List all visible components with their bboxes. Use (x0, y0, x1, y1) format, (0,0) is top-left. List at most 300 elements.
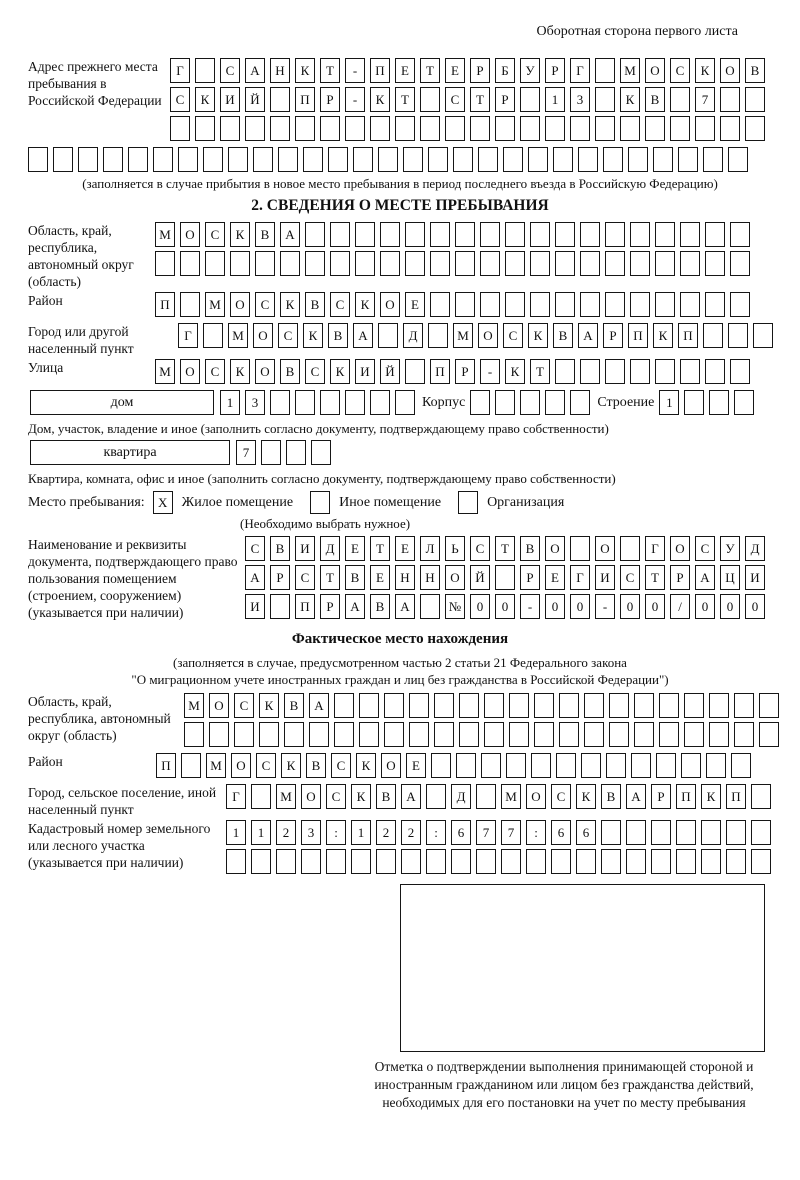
char-box[interactable]: Н (395, 565, 415, 590)
char-box[interactable] (728, 323, 748, 348)
char-box[interactable]: К (259, 693, 279, 718)
char-box[interactable]: К (370, 87, 390, 112)
char-box[interactable]: В (645, 87, 665, 112)
char-box[interactable]: С (295, 565, 315, 590)
char-box[interactable] (503, 147, 523, 172)
char-box[interactable] (353, 147, 373, 172)
char-box[interactable]: Ц (720, 565, 740, 590)
char-box[interactable] (480, 292, 500, 317)
char-box[interactable] (455, 251, 475, 276)
char-box[interactable]: Т (395, 87, 415, 112)
char-box[interactable]: О (670, 536, 690, 561)
char-box[interactable] (726, 849, 746, 874)
char-box[interactable] (303, 147, 323, 172)
char-box[interactable]: 0 (745, 594, 765, 619)
char-box[interactable] (334, 722, 354, 747)
char-box[interactable] (434, 693, 454, 718)
char-box[interactable] (605, 292, 625, 317)
char-box[interactable] (305, 251, 325, 276)
char-box[interactable] (705, 251, 725, 276)
char-box[interactable] (656, 753, 676, 778)
char-box[interactable] (251, 849, 271, 874)
char-box[interactable] (580, 292, 600, 317)
char-box[interactable]: Р (520, 565, 540, 590)
char-box[interactable]: 0 (545, 594, 565, 619)
char-box[interactable] (226, 849, 246, 874)
char-box[interactable]: Е (370, 565, 390, 590)
char-box[interactable]: В (345, 565, 365, 590)
char-box[interactable]: С (470, 536, 490, 561)
char-box[interactable]: Т (420, 58, 440, 83)
char-box[interactable]: А (395, 594, 415, 619)
char-box[interactable] (376, 849, 396, 874)
char-box[interactable] (301, 849, 321, 874)
char-box[interactable] (245, 116, 265, 141)
char-box[interactable]: О (595, 536, 615, 561)
char-box[interactable] (745, 116, 765, 141)
char-box[interactable] (530, 251, 550, 276)
char-box[interactable] (630, 292, 650, 317)
char-box[interactable] (584, 693, 604, 718)
char-box[interactable] (505, 251, 525, 276)
char-box[interactable] (455, 222, 475, 247)
char-box[interactable] (653, 147, 673, 172)
char-box[interactable] (484, 693, 504, 718)
char-box[interactable]: А (401, 784, 421, 809)
char-box[interactable] (180, 251, 200, 276)
char-box[interactable] (584, 722, 604, 747)
char-box[interactable] (703, 323, 723, 348)
char-box[interactable] (180, 292, 200, 317)
char-box[interactable] (170, 116, 190, 141)
char-box[interactable]: Р (455, 359, 475, 384)
char-box[interactable] (655, 222, 675, 247)
char-box[interactable] (326, 849, 346, 874)
char-box[interactable] (370, 116, 390, 141)
char-box[interactable]: Р (603, 323, 623, 348)
organization-checkbox[interactable] (458, 491, 478, 514)
char-box[interactable]: Е (405, 292, 425, 317)
char-box[interactable] (203, 147, 223, 172)
char-box[interactable]: О (380, 292, 400, 317)
char-box[interactable]: К (280, 292, 300, 317)
char-box[interactable]: 0 (620, 594, 640, 619)
char-box[interactable]: 2 (276, 820, 296, 845)
char-box[interactable]: А (345, 594, 365, 619)
char-box[interactable]: : (526, 820, 546, 845)
char-box[interactable]: А (245, 58, 265, 83)
char-box[interactable] (459, 722, 479, 747)
char-box[interactable] (695, 116, 715, 141)
char-box[interactable]: К (356, 753, 376, 778)
char-box[interactable]: Г (178, 323, 198, 348)
char-box[interactable] (426, 784, 446, 809)
char-box[interactable] (230, 251, 250, 276)
char-box[interactable]: 3 (245, 390, 265, 415)
char-box[interactable] (359, 693, 379, 718)
char-box[interactable]: 1 (351, 820, 371, 845)
char-box[interactable]: Д (451, 784, 471, 809)
char-box[interactable] (278, 147, 298, 172)
char-box[interactable] (701, 849, 721, 874)
char-box[interactable]: - (595, 594, 615, 619)
char-box[interactable]: Л (420, 536, 440, 561)
char-box[interactable] (455, 292, 475, 317)
other-premises-checkbox[interactable] (310, 491, 330, 514)
char-box[interactable] (526, 849, 546, 874)
char-box[interactable]: 1 (220, 390, 240, 415)
char-box[interactable] (195, 58, 215, 83)
char-box[interactable] (676, 849, 696, 874)
char-box[interactable] (505, 292, 525, 317)
char-box[interactable]: С (220, 58, 240, 83)
char-box[interactable] (701, 820, 721, 845)
char-box[interactable] (345, 116, 365, 141)
char-box[interactable] (453, 147, 473, 172)
char-box[interactable]: 0 (570, 594, 590, 619)
char-box[interactable]: К (230, 222, 250, 247)
char-box[interactable] (630, 222, 650, 247)
char-box[interactable] (620, 536, 640, 561)
char-box[interactable]: : (426, 820, 446, 845)
char-box[interactable] (681, 753, 701, 778)
char-box[interactable]: К (351, 784, 371, 809)
char-box[interactable]: Р (320, 594, 340, 619)
char-box[interactable]: М (205, 292, 225, 317)
char-box[interactable] (430, 222, 450, 247)
char-box[interactable]: В (306, 753, 326, 778)
char-box[interactable]: М (453, 323, 473, 348)
char-box[interactable] (559, 693, 579, 718)
char-box[interactable]: 1 (251, 820, 271, 845)
char-box[interactable] (734, 390, 754, 415)
char-box[interactable] (684, 390, 704, 415)
char-box[interactable] (305, 222, 325, 247)
char-box[interactable]: К (303, 323, 323, 348)
residential-checkbox[interactable]: X (153, 491, 173, 514)
char-box[interactable] (730, 292, 750, 317)
char-box[interactable]: О (230, 292, 250, 317)
char-box[interactable] (480, 251, 500, 276)
char-box[interactable]: К (295, 58, 315, 83)
char-box[interactable] (476, 784, 496, 809)
char-box[interactable]: С (551, 784, 571, 809)
char-box[interactable]: С (620, 565, 640, 590)
char-box[interactable] (420, 116, 440, 141)
char-box[interactable] (470, 116, 490, 141)
char-box[interactable]: М (155, 222, 175, 247)
char-box[interactable] (520, 116, 540, 141)
char-box[interactable]: А (309, 693, 329, 718)
char-box[interactable]: О (180, 359, 200, 384)
char-box[interactable]: В (601, 784, 621, 809)
char-box[interactable]: 0 (495, 594, 515, 619)
char-box[interactable] (655, 359, 675, 384)
char-box[interactable]: Р (470, 58, 490, 83)
char-box[interactable]: О (381, 753, 401, 778)
char-box[interactable]: М (276, 784, 296, 809)
char-box[interactable] (495, 116, 515, 141)
char-box[interactable]: Н (270, 58, 290, 83)
char-box[interactable]: Р (320, 87, 340, 112)
char-box[interactable]: 6 (576, 820, 596, 845)
char-box[interactable] (78, 147, 98, 172)
char-box[interactable] (401, 849, 421, 874)
char-box[interactable]: А (695, 565, 715, 590)
char-box[interactable] (580, 359, 600, 384)
char-box[interactable] (195, 116, 215, 141)
char-box[interactable] (595, 116, 615, 141)
char-box[interactable]: А (245, 565, 265, 590)
char-box[interactable]: Е (545, 565, 565, 590)
char-box[interactable]: Й (470, 565, 490, 590)
char-box[interactable] (228, 147, 248, 172)
char-box[interactable] (103, 147, 123, 172)
char-box[interactable] (605, 251, 625, 276)
char-box[interactable] (620, 116, 640, 141)
char-box[interactable]: П (295, 594, 315, 619)
char-box[interactable] (609, 693, 629, 718)
char-box[interactable] (759, 722, 779, 747)
char-box[interactable] (759, 693, 779, 718)
char-box[interactable]: К (330, 359, 350, 384)
char-box[interactable] (678, 147, 698, 172)
char-box[interactable] (480, 222, 500, 247)
char-box[interactable] (545, 116, 565, 141)
char-box[interactable] (545, 390, 565, 415)
char-box[interactable]: С (278, 323, 298, 348)
char-box[interactable] (355, 251, 375, 276)
char-box[interactable]: С (234, 693, 254, 718)
char-box[interactable]: К (281, 753, 301, 778)
char-box[interactable] (670, 116, 690, 141)
char-box[interactable]: Е (406, 753, 426, 778)
char-box[interactable] (330, 251, 350, 276)
char-box[interactable]: С (326, 784, 346, 809)
char-box[interactable]: О (180, 222, 200, 247)
char-box[interactable] (428, 323, 448, 348)
char-box[interactable] (456, 753, 476, 778)
char-box[interactable]: - (345, 58, 365, 83)
char-box[interactable] (634, 693, 654, 718)
char-box[interactable]: И (220, 87, 240, 112)
char-box[interactable] (651, 820, 671, 845)
char-box[interactable]: В (255, 222, 275, 247)
char-box[interactable] (706, 753, 726, 778)
char-box[interactable]: В (370, 594, 390, 619)
char-box[interactable] (478, 147, 498, 172)
char-box[interactable] (384, 693, 404, 718)
char-box[interactable]: И (295, 536, 315, 561)
char-box[interactable]: С (205, 359, 225, 384)
char-box[interactable] (430, 292, 450, 317)
char-box[interactable]: С (256, 753, 276, 778)
char-box[interactable] (155, 251, 175, 276)
char-box[interactable]: В (553, 323, 573, 348)
char-box[interactable] (530, 222, 550, 247)
char-box[interactable]: Е (445, 58, 465, 83)
char-box[interactable]: К (653, 323, 673, 348)
char-box[interactable] (370, 390, 390, 415)
char-box[interactable] (286, 440, 306, 465)
char-box[interactable] (253, 147, 273, 172)
char-box[interactable] (720, 87, 740, 112)
char-box[interactable]: 3 (301, 820, 321, 845)
char-box[interactable] (434, 722, 454, 747)
char-box[interactable] (203, 323, 223, 348)
char-box[interactable] (630, 359, 650, 384)
char-box[interactable] (184, 722, 204, 747)
char-box[interactable] (606, 753, 626, 778)
char-box[interactable] (680, 292, 700, 317)
char-box[interactable] (734, 693, 754, 718)
char-box[interactable] (380, 222, 400, 247)
char-box[interactable] (234, 722, 254, 747)
char-box[interactable] (709, 693, 729, 718)
char-box[interactable]: П (628, 323, 648, 348)
char-box[interactable]: 2 (376, 820, 396, 845)
char-box[interactable]: С (330, 292, 350, 317)
char-box[interactable] (659, 722, 679, 747)
char-box[interactable] (355, 222, 375, 247)
char-box[interactable]: Т (320, 565, 340, 590)
char-box[interactable] (459, 693, 479, 718)
char-box[interactable] (380, 251, 400, 276)
char-box[interactable] (276, 849, 296, 874)
char-box[interactable] (705, 359, 725, 384)
char-box[interactable] (284, 722, 304, 747)
char-box[interactable]: Ь (445, 536, 465, 561)
char-box[interactable]: 0 (720, 594, 740, 619)
char-box[interactable] (378, 147, 398, 172)
char-box[interactable]: О (478, 323, 498, 348)
char-box[interactable] (634, 722, 654, 747)
char-box[interactable] (320, 390, 340, 415)
char-box[interactable]: М (620, 58, 640, 83)
char-box[interactable]: С (170, 87, 190, 112)
char-box[interactable] (709, 390, 729, 415)
char-box[interactable]: Е (395, 58, 415, 83)
char-box[interactable] (609, 722, 629, 747)
char-box[interactable] (630, 251, 650, 276)
char-box[interactable]: 3 (570, 87, 590, 112)
char-box[interactable] (309, 722, 329, 747)
char-box[interactable]: Р (495, 87, 515, 112)
char-box[interactable] (330, 222, 350, 247)
char-box[interactable] (680, 359, 700, 384)
char-box[interactable]: Г (570, 565, 590, 590)
char-box[interactable]: И (245, 594, 265, 619)
char-box[interactable]: Р (545, 58, 565, 83)
char-box[interactable]: М (184, 693, 204, 718)
char-box[interactable]: В (305, 292, 325, 317)
char-box[interactable]: 1 (226, 820, 246, 845)
char-box[interactable] (555, 222, 575, 247)
char-box[interactable] (580, 222, 600, 247)
char-box[interactable] (595, 58, 615, 83)
char-box[interactable] (726, 820, 746, 845)
char-box[interactable]: Г (226, 784, 246, 809)
char-box[interactable] (426, 849, 446, 874)
char-box[interactable] (495, 565, 515, 590)
char-box[interactable]: Д (403, 323, 423, 348)
char-box[interactable]: К (528, 323, 548, 348)
char-box[interactable] (405, 359, 425, 384)
char-box[interactable]: М (228, 323, 248, 348)
char-box[interactable] (728, 147, 748, 172)
char-box[interactable]: К (355, 292, 375, 317)
char-box[interactable]: 0 (695, 594, 715, 619)
char-box[interactable] (578, 147, 598, 172)
char-box[interactable]: : (326, 820, 346, 845)
char-box[interactable] (270, 594, 290, 619)
char-box[interactable] (581, 753, 601, 778)
char-box[interactable]: Р (651, 784, 671, 809)
char-box[interactable] (655, 251, 675, 276)
char-box[interactable] (601, 849, 621, 874)
char-box[interactable]: С (503, 323, 523, 348)
char-box[interactable]: В (745, 58, 765, 83)
char-box[interactable]: А (578, 323, 598, 348)
char-box[interactable] (605, 359, 625, 384)
char-box[interactable] (595, 87, 615, 112)
char-box[interactable] (703, 147, 723, 172)
char-box[interactable] (730, 251, 750, 276)
char-box[interactable]: П (678, 323, 698, 348)
char-box[interactable] (628, 147, 648, 172)
char-box[interactable] (720, 116, 740, 141)
char-box[interactable]: В (280, 359, 300, 384)
char-box[interactable] (280, 251, 300, 276)
char-box[interactable]: В (328, 323, 348, 348)
char-box[interactable]: С (255, 292, 275, 317)
char-box[interactable] (409, 722, 429, 747)
char-box[interactable] (530, 292, 550, 317)
char-box[interactable] (709, 722, 729, 747)
char-box[interactable]: Д (745, 536, 765, 561)
char-box[interactable]: Е (345, 536, 365, 561)
char-box[interactable] (680, 251, 700, 276)
char-box[interactable]: Т (645, 565, 665, 590)
char-box[interactable] (580, 251, 600, 276)
char-box[interactable]: М (501, 784, 521, 809)
char-box[interactable]: 0 (470, 594, 490, 619)
char-box[interactable] (378, 323, 398, 348)
char-box[interactable] (205, 251, 225, 276)
char-box[interactable] (745, 87, 765, 112)
char-box[interactable]: О (720, 58, 740, 83)
char-box[interactable]: Т (370, 536, 390, 561)
char-box[interactable] (405, 251, 425, 276)
char-box[interactable] (501, 849, 521, 874)
char-box[interactable] (680, 222, 700, 247)
char-box[interactable]: К (230, 359, 250, 384)
char-box[interactable]: А (626, 784, 646, 809)
char-box[interactable]: В (284, 693, 304, 718)
char-box[interactable] (484, 722, 504, 747)
char-box[interactable] (555, 251, 575, 276)
char-box[interactable]: В (376, 784, 396, 809)
char-box[interactable]: П (295, 87, 315, 112)
char-box[interactable] (576, 849, 596, 874)
char-box[interactable] (351, 849, 371, 874)
char-box[interactable] (481, 753, 501, 778)
char-box[interactable]: И (745, 565, 765, 590)
char-box[interactable] (209, 722, 229, 747)
char-box[interactable] (153, 147, 173, 172)
char-box[interactable] (295, 116, 315, 141)
char-box[interactable] (403, 147, 423, 172)
